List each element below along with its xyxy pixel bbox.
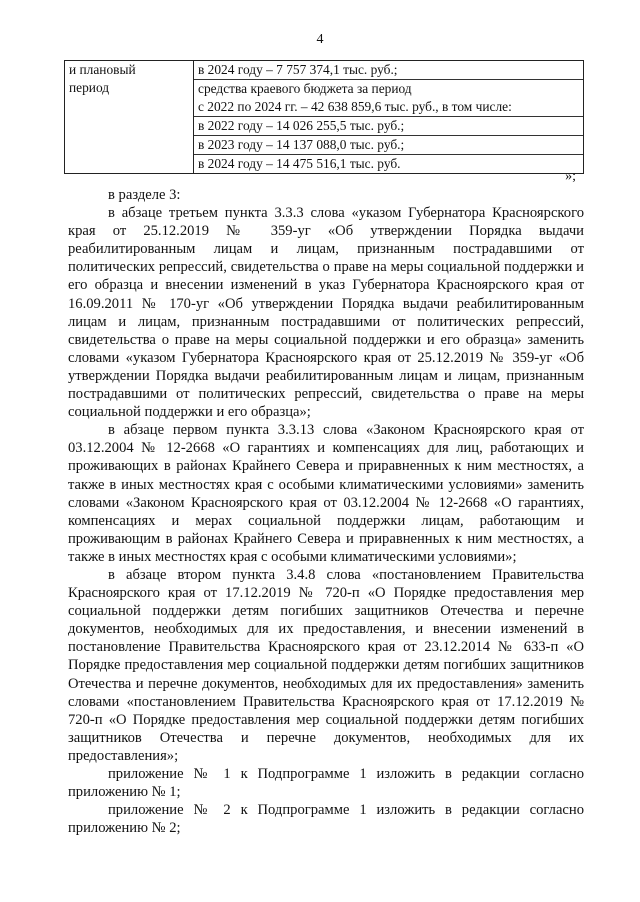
body-text xyxy=(68,186,584,837)
value-line: в 2024 году – 7 757 374,1 тыс. руб.; xyxy=(198,62,398,77)
value-line: в 2022 году – 14 026 255,5 тыс. руб.; xyxy=(194,116,583,135)
table-row xyxy=(65,61,584,174)
table-value-cell xyxy=(194,61,584,174)
table-label-cell xyxy=(65,61,194,174)
paragraph-3-4-8: в абзаце втором пункта 3.4.8 слова «постановлением Правительства Красноярского края от 17.12.2019 № 720-п «О Порядке предоставления мер социальной поддержки детям погибших защитников Отечества и перечне документов, необходимых для их предоставления, и внесении изменений в постановление Правительства Красноярского края от 23.12.2014 № 633-п «О Порядке предоставления мер социальной поддержки детям погибших защитников Отечества и перечне документов, необходимых для их предоставления» заменить словами «постановлением Правительства Красноярского края от 17.12.2019 № 720-п «О Порядке предоставления мер социальной поддержки детям погибших защитников Отечества и перечне документов, необходимых для их предоставления»; xyxy=(68,566,584,764)
value-line: в 2023 году – 14 137 088,0 тыс. руб.; xyxy=(194,135,583,154)
paragraph-appendix-2: приложение № 2 к Подпрограмме 1 изложить в редакции согласно приложению № 2; xyxy=(68,802,584,837)
label-line: период xyxy=(69,80,110,95)
paragraph-3-3-3: в абзаце третьем пункта 3.3.3 слова «указом Губернатора Красноярского края от 25.12.2019 № 359-уг «Об утверждении Порядка выдачи реабилитированным лицам и лицам, признанным пострадавшими от политических репрессий, свидетельства о праве на меры социальной поддержки и его образца и внесении изменений в указ Губернатора Красноярского края от 16.09.2011 № 170-уг «Об утверждении Порядка выдачи реабилитированным лицам и лицам, признанным пострадавшими от политических репрессий, свидетельства о праве на меры социальной поддержки и его образца» заменить словами «указом Губернатора Красноярского края от 25.12.2019 № 359-уг «Об утверждении Порядка выдачи реабилитированным лицам и лицам, признанным пострадавшими от политических репрессий, свидетельства о праве на меры социальной поддержки и его образца»; xyxy=(68,205,584,421)
paragraph-3-3-13: в абзаце первом пункта 3.3.13 слова «Законом Красноярского края от 03.12.2004 № 12-2668 «О гарантиях и компенсациях для лиц, работающих и проживающих в районах Крайнего Севера и приравненных к ним местностях, а также в иных местностях края с особыми климатическими условиями» заменить словами «Законом Красноярского края от 03.12.2004 № 12-2668 «О гарантиях, компенсациях и мерах социальной поддержки лицам, работающим и проживающим в районах Крайнего Севера и приравненных к ним местностях, а также в иных местностях края с особыми климатическими условиями»; xyxy=(68,422,584,565)
page-number: 4 xyxy=(316,32,324,47)
budget-table xyxy=(64,60,584,174)
paragraph-appendix-1: приложение № 1 к Подпрограмме 1 изложить в редакции согласно приложению № 1; xyxy=(68,766,584,801)
value-line: в 2024 году – 14 475 516,1 тыс. руб. xyxy=(194,154,583,173)
closing-quote: »; xyxy=(565,169,576,184)
value-line: с 2022 по 2024 гг. – 42 638 859,6 тыс. руб., в том числе: xyxy=(198,99,512,114)
value-line: средства краевого бюджета за период xyxy=(194,79,583,98)
label-line: и плановый xyxy=(69,62,136,77)
section-heading: в разделе 3: xyxy=(108,187,181,203)
